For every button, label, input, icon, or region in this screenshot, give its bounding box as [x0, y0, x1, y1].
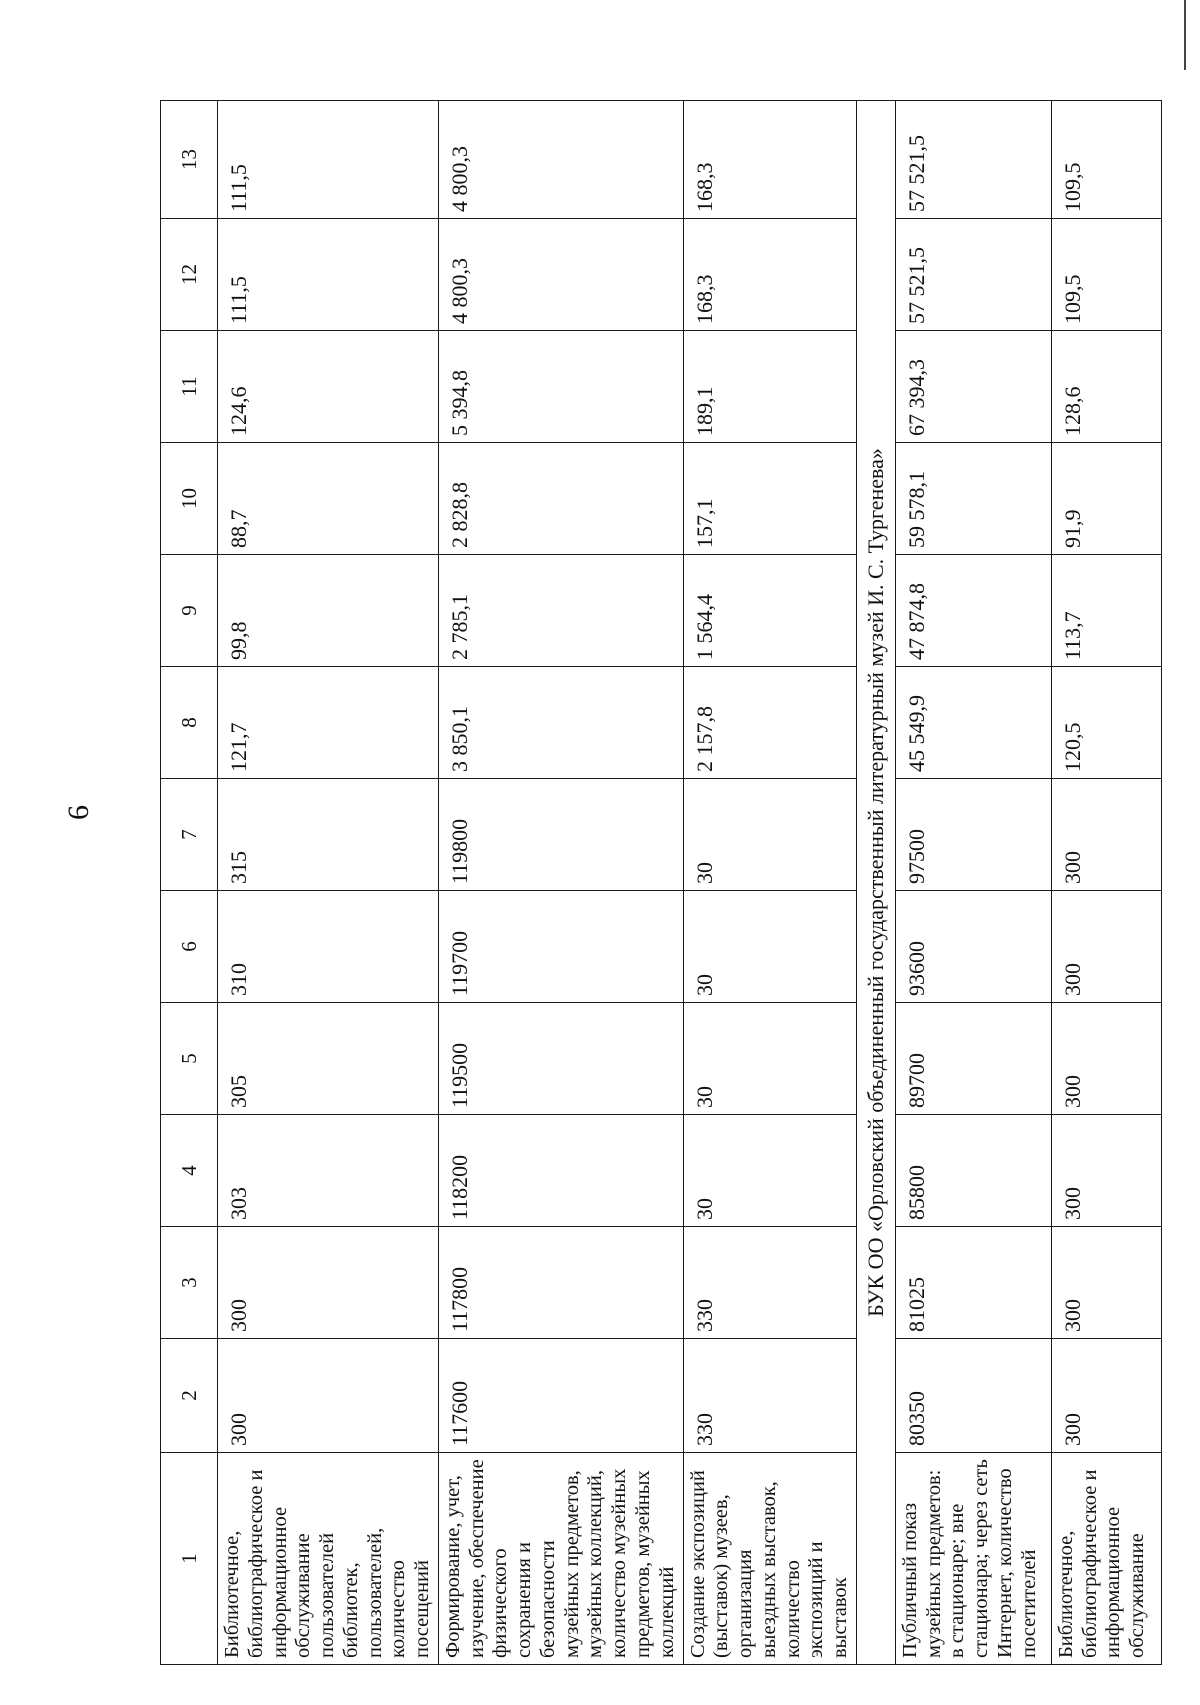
table-cell: 4 800,3	[438, 219, 683, 331]
table-cell: 189,1	[683, 331, 856, 443]
table-cell: 300	[1051, 891, 1161, 1003]
row-label: Формирование, учет, изучение, обеспечение физического сохранения и безопасности музейных предметов, музейных коллекций, количество музейных предметов, музейных коллекций	[438, 1453, 683, 1665]
table-row	[895, 101, 1051, 1665]
table-cell: 128,6	[1051, 331, 1161, 443]
row-label: Публичный показ музейных предметов: в стационаре; вне стационара; через сеть Интернет, количество посетителей	[895, 1453, 1051, 1665]
table-cell: 300	[218, 1339, 439, 1453]
column-header: 4	[161, 1115, 218, 1227]
data-table	[160, 100, 1162, 1665]
table-cell: 117800	[438, 1227, 683, 1339]
table-cell: 30	[683, 1115, 856, 1227]
table-cell: 67 394,3	[895, 331, 1051, 443]
table-row	[218, 101, 439, 1665]
table-cell: 5 394,8	[438, 331, 683, 443]
table-cell: 118200	[438, 1115, 683, 1227]
table-cell: 97500	[895, 779, 1051, 891]
table-cell: 168,3	[683, 101, 856, 219]
column-header: 11	[161, 331, 218, 443]
row-label: Создание экспозиций (выставок) музеев, организация выездных выставок, количество экспозиций и выставок	[683, 1453, 856, 1665]
table-cell: 157,1	[683, 443, 856, 555]
table-cell: 47 874,8	[895, 555, 1051, 667]
table-cell: 300	[1051, 1227, 1161, 1339]
rotated-table-container	[160, 101, 1149, 1665]
table-cell: 91,9	[1051, 443, 1161, 555]
table-cell: 300	[1051, 1003, 1161, 1115]
column-header: 10	[161, 443, 218, 555]
table-cell: 57 521,5	[895, 101, 1051, 219]
table-cell: 113,7	[1051, 555, 1161, 667]
table-cell: 330	[683, 1227, 856, 1339]
column-header: 8	[161, 667, 218, 779]
table-row	[683, 101, 856, 1665]
page-number: 6	[62, 805, 95, 820]
table-cell: 2 157,8	[683, 667, 856, 779]
row-label: Библиотечное, библиографическое и информационное обслуживание пользователей библиотек, пользователей, количество посещений	[218, 1453, 439, 1665]
table-cell: 30	[683, 779, 856, 891]
table-cell: 119500	[438, 1003, 683, 1115]
table-cell: 121,7	[218, 667, 439, 779]
table-cell: 315	[218, 779, 439, 891]
table-row	[438, 101, 683, 1665]
table-cell: 99,8	[218, 555, 439, 667]
table-cell: 117600	[438, 1339, 683, 1453]
table-cell: 168,3	[683, 219, 856, 331]
header-row	[161, 101, 218, 1665]
table-cell: 119800	[438, 779, 683, 891]
column-header: 12	[161, 219, 218, 331]
table-cell: 4 800,3	[438, 101, 683, 219]
table-cell: 30	[683, 1003, 856, 1115]
table-cell: 80350	[895, 1339, 1051, 1453]
table-cell: 93600	[895, 891, 1051, 1003]
row-label: Библиотечное, библиографическое и информационное обслуживание	[1051, 1453, 1161, 1665]
table-cell: 300	[1051, 1115, 1161, 1227]
table-row	[1051, 101, 1161, 1665]
table-cell: 310	[218, 891, 439, 1003]
table-cell: 59 578,1	[895, 443, 1051, 555]
table-cell: 330	[683, 1339, 856, 1453]
table-cell: 30	[683, 891, 856, 1003]
scan-edge-mark	[1184, 0, 1186, 70]
table-cell: 3 850,1	[438, 667, 683, 779]
column-header: 2	[161, 1339, 218, 1453]
column-header: 1	[161, 1453, 218, 1665]
table-cell: 111,5	[218, 219, 439, 331]
table-cell: 300	[1051, 779, 1161, 891]
table-cell: 109,5	[1051, 101, 1161, 219]
table-cell: 119700	[438, 891, 683, 1003]
section-header-row	[856, 101, 895, 1665]
table-cell: 303	[218, 1115, 439, 1227]
table-cell: 81025	[895, 1227, 1051, 1339]
table-cell: 124,6	[218, 331, 439, 443]
table-cell: 1 564,4	[683, 555, 856, 667]
table-cell: 88,7	[218, 443, 439, 555]
section-title: БУК ОО «Орловский объединенный государственный литературный музей И. С. Тургенева»	[856, 101, 895, 1665]
table-cell: 300	[1051, 1339, 1161, 1453]
column-header: 6	[161, 891, 218, 1003]
table-cell: 89700	[895, 1003, 1051, 1115]
table-cell: 2 785,1	[438, 555, 683, 667]
table-cell: 305	[218, 1003, 439, 1115]
table-cell: 111,5	[218, 101, 439, 219]
table-cell: 120,5	[1051, 667, 1161, 779]
column-header: 13	[161, 101, 218, 219]
table-cell: 57 521,5	[895, 219, 1051, 331]
table-cell: 300	[218, 1227, 439, 1339]
column-header: 5	[161, 1003, 218, 1115]
table-cell: 85800	[895, 1115, 1051, 1227]
table-cell: 2 828,8	[438, 443, 683, 555]
table-cell: 45 549,9	[895, 667, 1051, 779]
column-header: 7	[161, 779, 218, 891]
column-header: 9	[161, 555, 218, 667]
column-header: 3	[161, 1227, 218, 1339]
table-cell: 109,5	[1051, 219, 1161, 331]
